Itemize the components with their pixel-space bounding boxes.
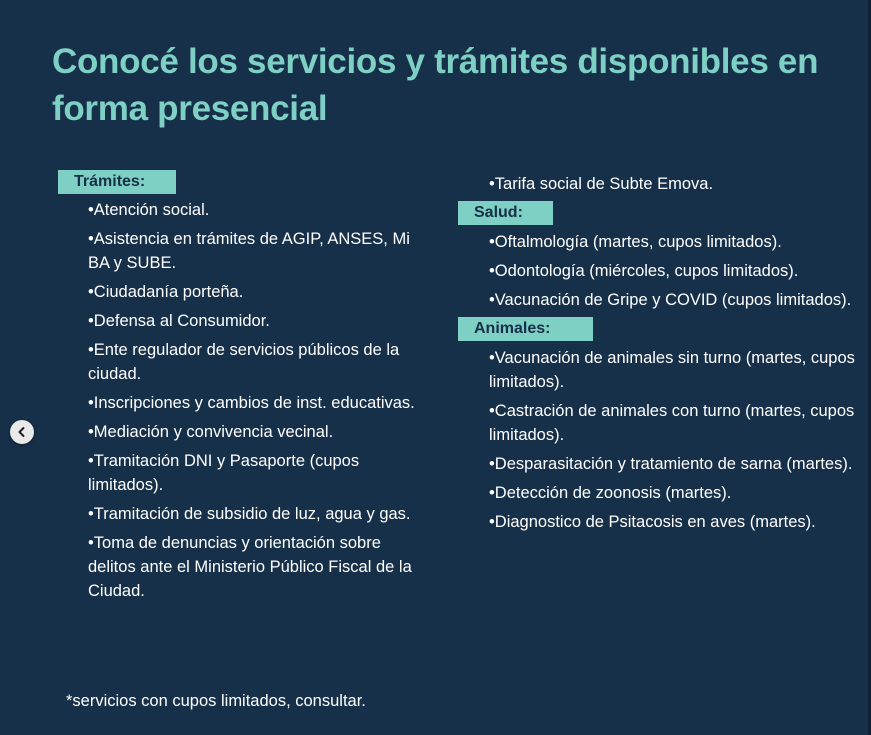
footnote: *servicios con cupos limitados, consultar.	[66, 692, 366, 710]
list-item: •Atención social.	[88, 201, 210, 219]
list-item: •Inscripciones y cambios de inst. educativas.	[88, 394, 415, 412]
tramites-section	[58, 170, 428, 608]
animales-label: Animales:	[458, 317, 593, 341]
list-item: •Desparasitación y tratamiento de sarna (martes).	[489, 455, 853, 473]
list-item: •Tarifa social de Subte Emova.	[489, 175, 714, 193]
slide-title: Conocé los servicios y trámites disponibles en forma presencial	[52, 42, 819, 128]
list-item: •Defensa al Consumidor.	[88, 312, 270, 330]
salud-label: Salud:	[458, 201, 553, 225]
list-item: •Mediación y convivencia vecinal.	[88, 423, 334, 441]
list-item: •Toma de denuncias y orientación sobre delitos ante el Ministerio Público Fiscal de la Ciudad.	[88, 534, 412, 600]
list-item: •Vacunación de animales sin turno (martes, cupos limitados).	[489, 349, 855, 391]
list-item: •Tramitación de subsidio de luz, agua y gas.	[88, 505, 411, 523]
animales-list	[489, 346, 858, 534]
list-item: •Vacunación de Gripe y COVID (cupos limitados).	[489, 291, 852, 309]
tramites-label: Trámites:	[58, 170, 176, 194]
previous-slide-button[interactable]	[10, 420, 34, 444]
list-item: •Diagnostico de Psitacosis en aves (martes).	[489, 513, 816, 531]
list-item: •Ente regulador de servicios públicos de la ciudad.	[88, 341, 400, 383]
list-item: •Detección de zoonosis (martes).	[489, 484, 732, 502]
list-item: •Asistencia en trámites de AGIP, ANSES, Mi BA y SUBE.	[88, 230, 410, 272]
list-item: •Ciudadanía porteña.	[88, 283, 244, 301]
list-item: •Tramitación DNI y Pasaporte (cupos limitados).	[88, 452, 360, 494]
tramites-list-continued	[489, 172, 858, 196]
tramites-list	[88, 198, 428, 603]
right-column	[458, 172, 858, 539]
list-item: •Odontología (miércoles, cupos limitados).	[489, 262, 799, 280]
list-item: •Castración de animales con turno (martes, cupos limitados).	[489, 402, 855, 444]
chevron-left-icon	[16, 426, 28, 438]
salud-list	[489, 230, 858, 312]
list-item: •Oftalmología (martes, cupos limitados).	[489, 233, 782, 251]
